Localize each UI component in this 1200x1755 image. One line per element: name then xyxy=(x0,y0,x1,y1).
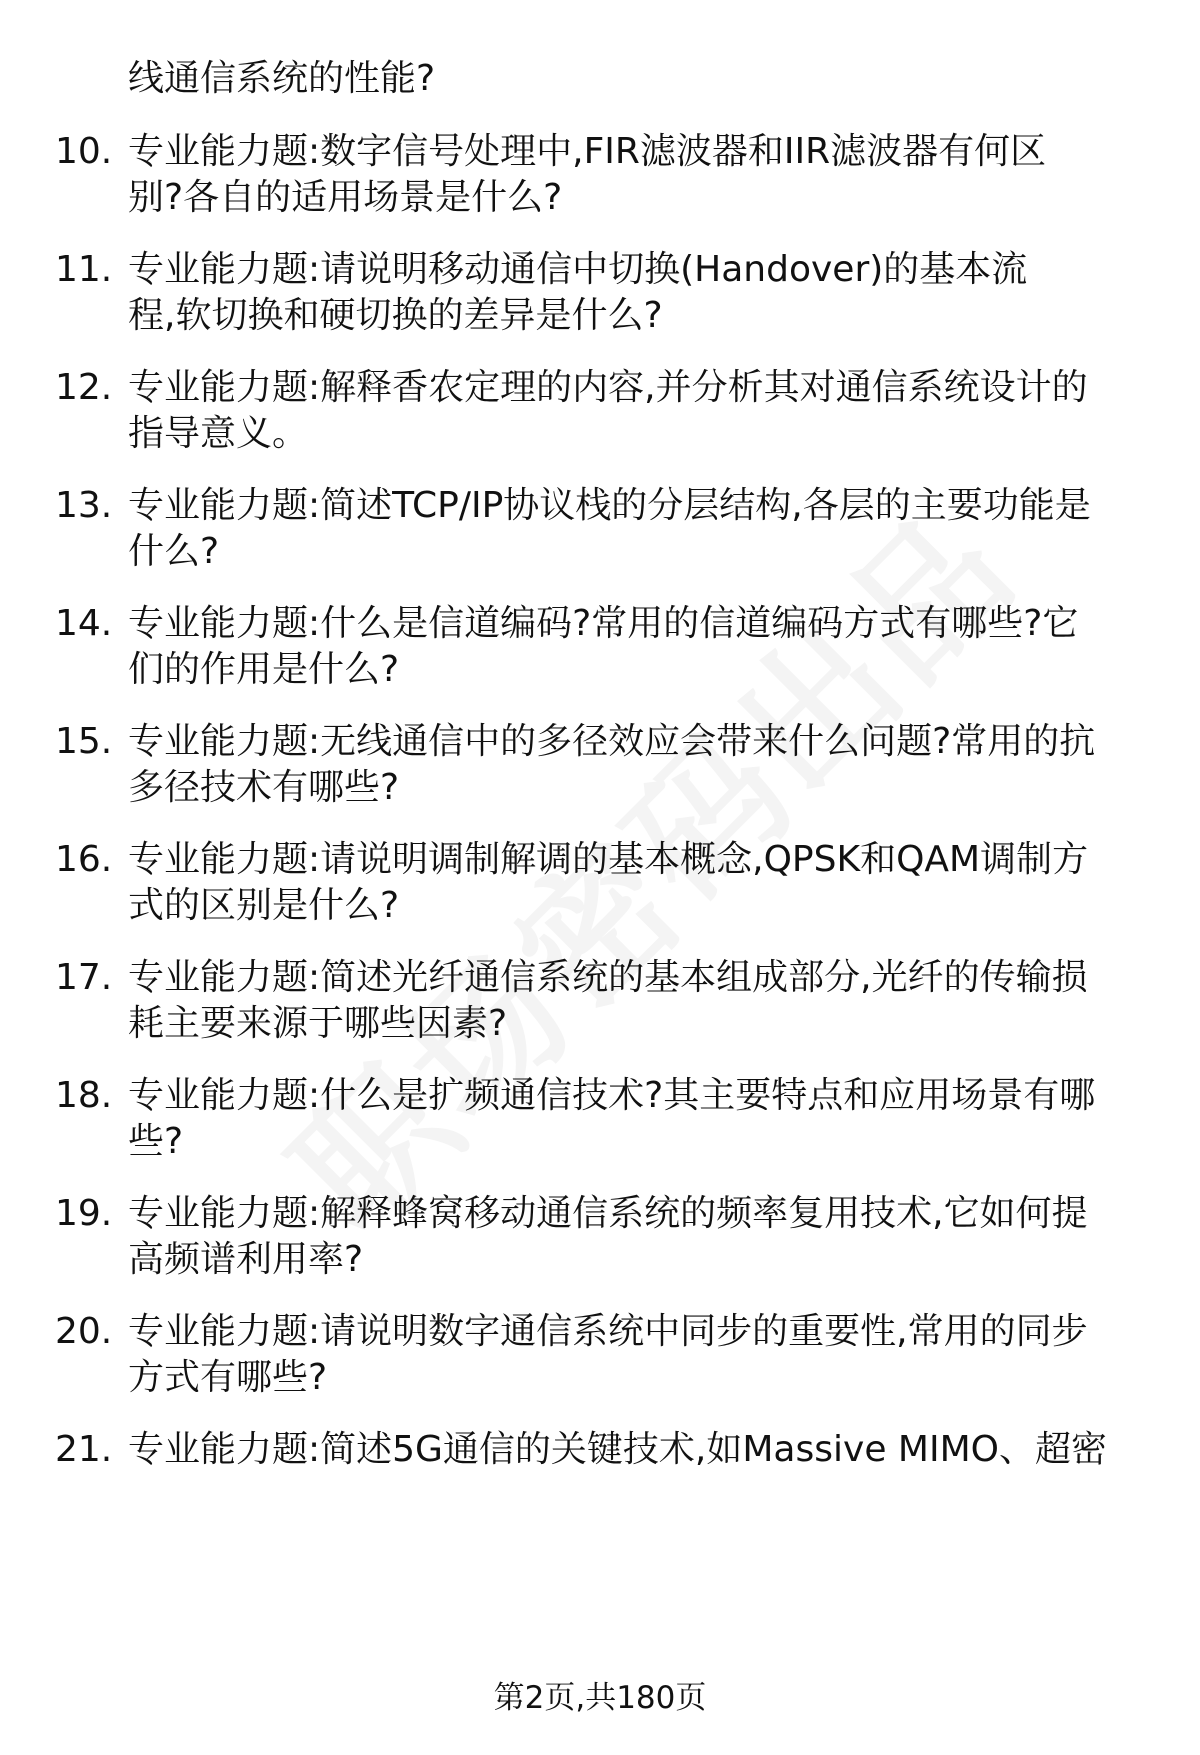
question-text-cont: 们的作用是什么? xyxy=(128,649,400,690)
page-footer: 第2页,共180页 xyxy=(493,1680,707,1716)
question-number: 21. xyxy=(55,1429,113,1470)
question-text: 专业能力题:请说明移动通信中切换(Handover)的基本流 xyxy=(128,249,1028,290)
question-text-cont: 高频谱利用率? xyxy=(128,1239,364,1280)
question-number: 11. xyxy=(55,249,113,290)
question-number: 16. xyxy=(55,839,113,880)
question-text: 专业能力题:无线通信中的多径效应会带来什么问题?常用的抗 xyxy=(128,721,1096,762)
question-text: 专业能力题:简述光纤通信系统的基本组成部分,光纤的传输损 xyxy=(128,957,1088,998)
question-text-cont: 耗主要来源于哪些因素? xyxy=(128,1003,508,1044)
question-text: 专业能力题:简述TCP/IP协议栈的分层结构,各层的主要功能是 xyxy=(128,485,1091,526)
question-text: 专业能力题:什么是扩频通信技术?其主要特点和应用场景有哪 xyxy=(128,1075,1096,1116)
question-number: 12. xyxy=(55,367,113,408)
question-text-cont: 别?各自的适用场景是什么? xyxy=(128,177,563,218)
question-text: 专业能力题:简述5G通信的关键技术,如Massive MIMO、超密 xyxy=(128,1429,1107,1470)
question-number: 17. xyxy=(55,957,113,998)
question-text-cont: 多径技术有哪些? xyxy=(128,767,400,808)
question-number: 20. xyxy=(55,1311,113,1352)
question-text: 专业能力题:解释香农定理的内容,并分析其对通信系统设计的 xyxy=(128,367,1088,408)
question-text: 专业能力题:数字信号处理中,FIR滤波器和IIR滤波器有何区 xyxy=(128,131,1047,172)
question-text-cont: 些? xyxy=(128,1121,184,1162)
question-number: 19. xyxy=(55,1193,113,1234)
question-text-cont: 程,软切换和硬切换的差异是什么? xyxy=(128,295,663,336)
continued-text: 线通信系统的性能? xyxy=(128,58,436,99)
question-text-cont: 指导意义。 xyxy=(128,413,309,454)
question-text-cont: 什么? xyxy=(128,531,220,572)
question-text: 专业能力题:什么是信道编码?常用的信道编码方式有哪些?它 xyxy=(128,603,1079,644)
question-text-cont: 方式有哪些? xyxy=(128,1357,328,1398)
question-text: 专业能力题:请说明数字通信系统中同步的重要性,常用的同步 xyxy=(128,1311,1088,1352)
question-number: 18. xyxy=(55,1075,113,1116)
question-text: 专业能力题:请说明调制解调的基本概念,QPSK和QAM调制方 xyxy=(128,839,1089,880)
question-text-cont: 式的区别是什么? xyxy=(128,885,400,926)
question-number: 10. xyxy=(55,131,113,172)
question-number: 15. xyxy=(55,721,113,762)
question-number: 13. xyxy=(55,485,113,526)
question-number: 14. xyxy=(55,603,113,644)
question-text: 专业能力题:解释蜂窝移动通信系统的频率复用技术,它如何提 xyxy=(128,1193,1088,1234)
